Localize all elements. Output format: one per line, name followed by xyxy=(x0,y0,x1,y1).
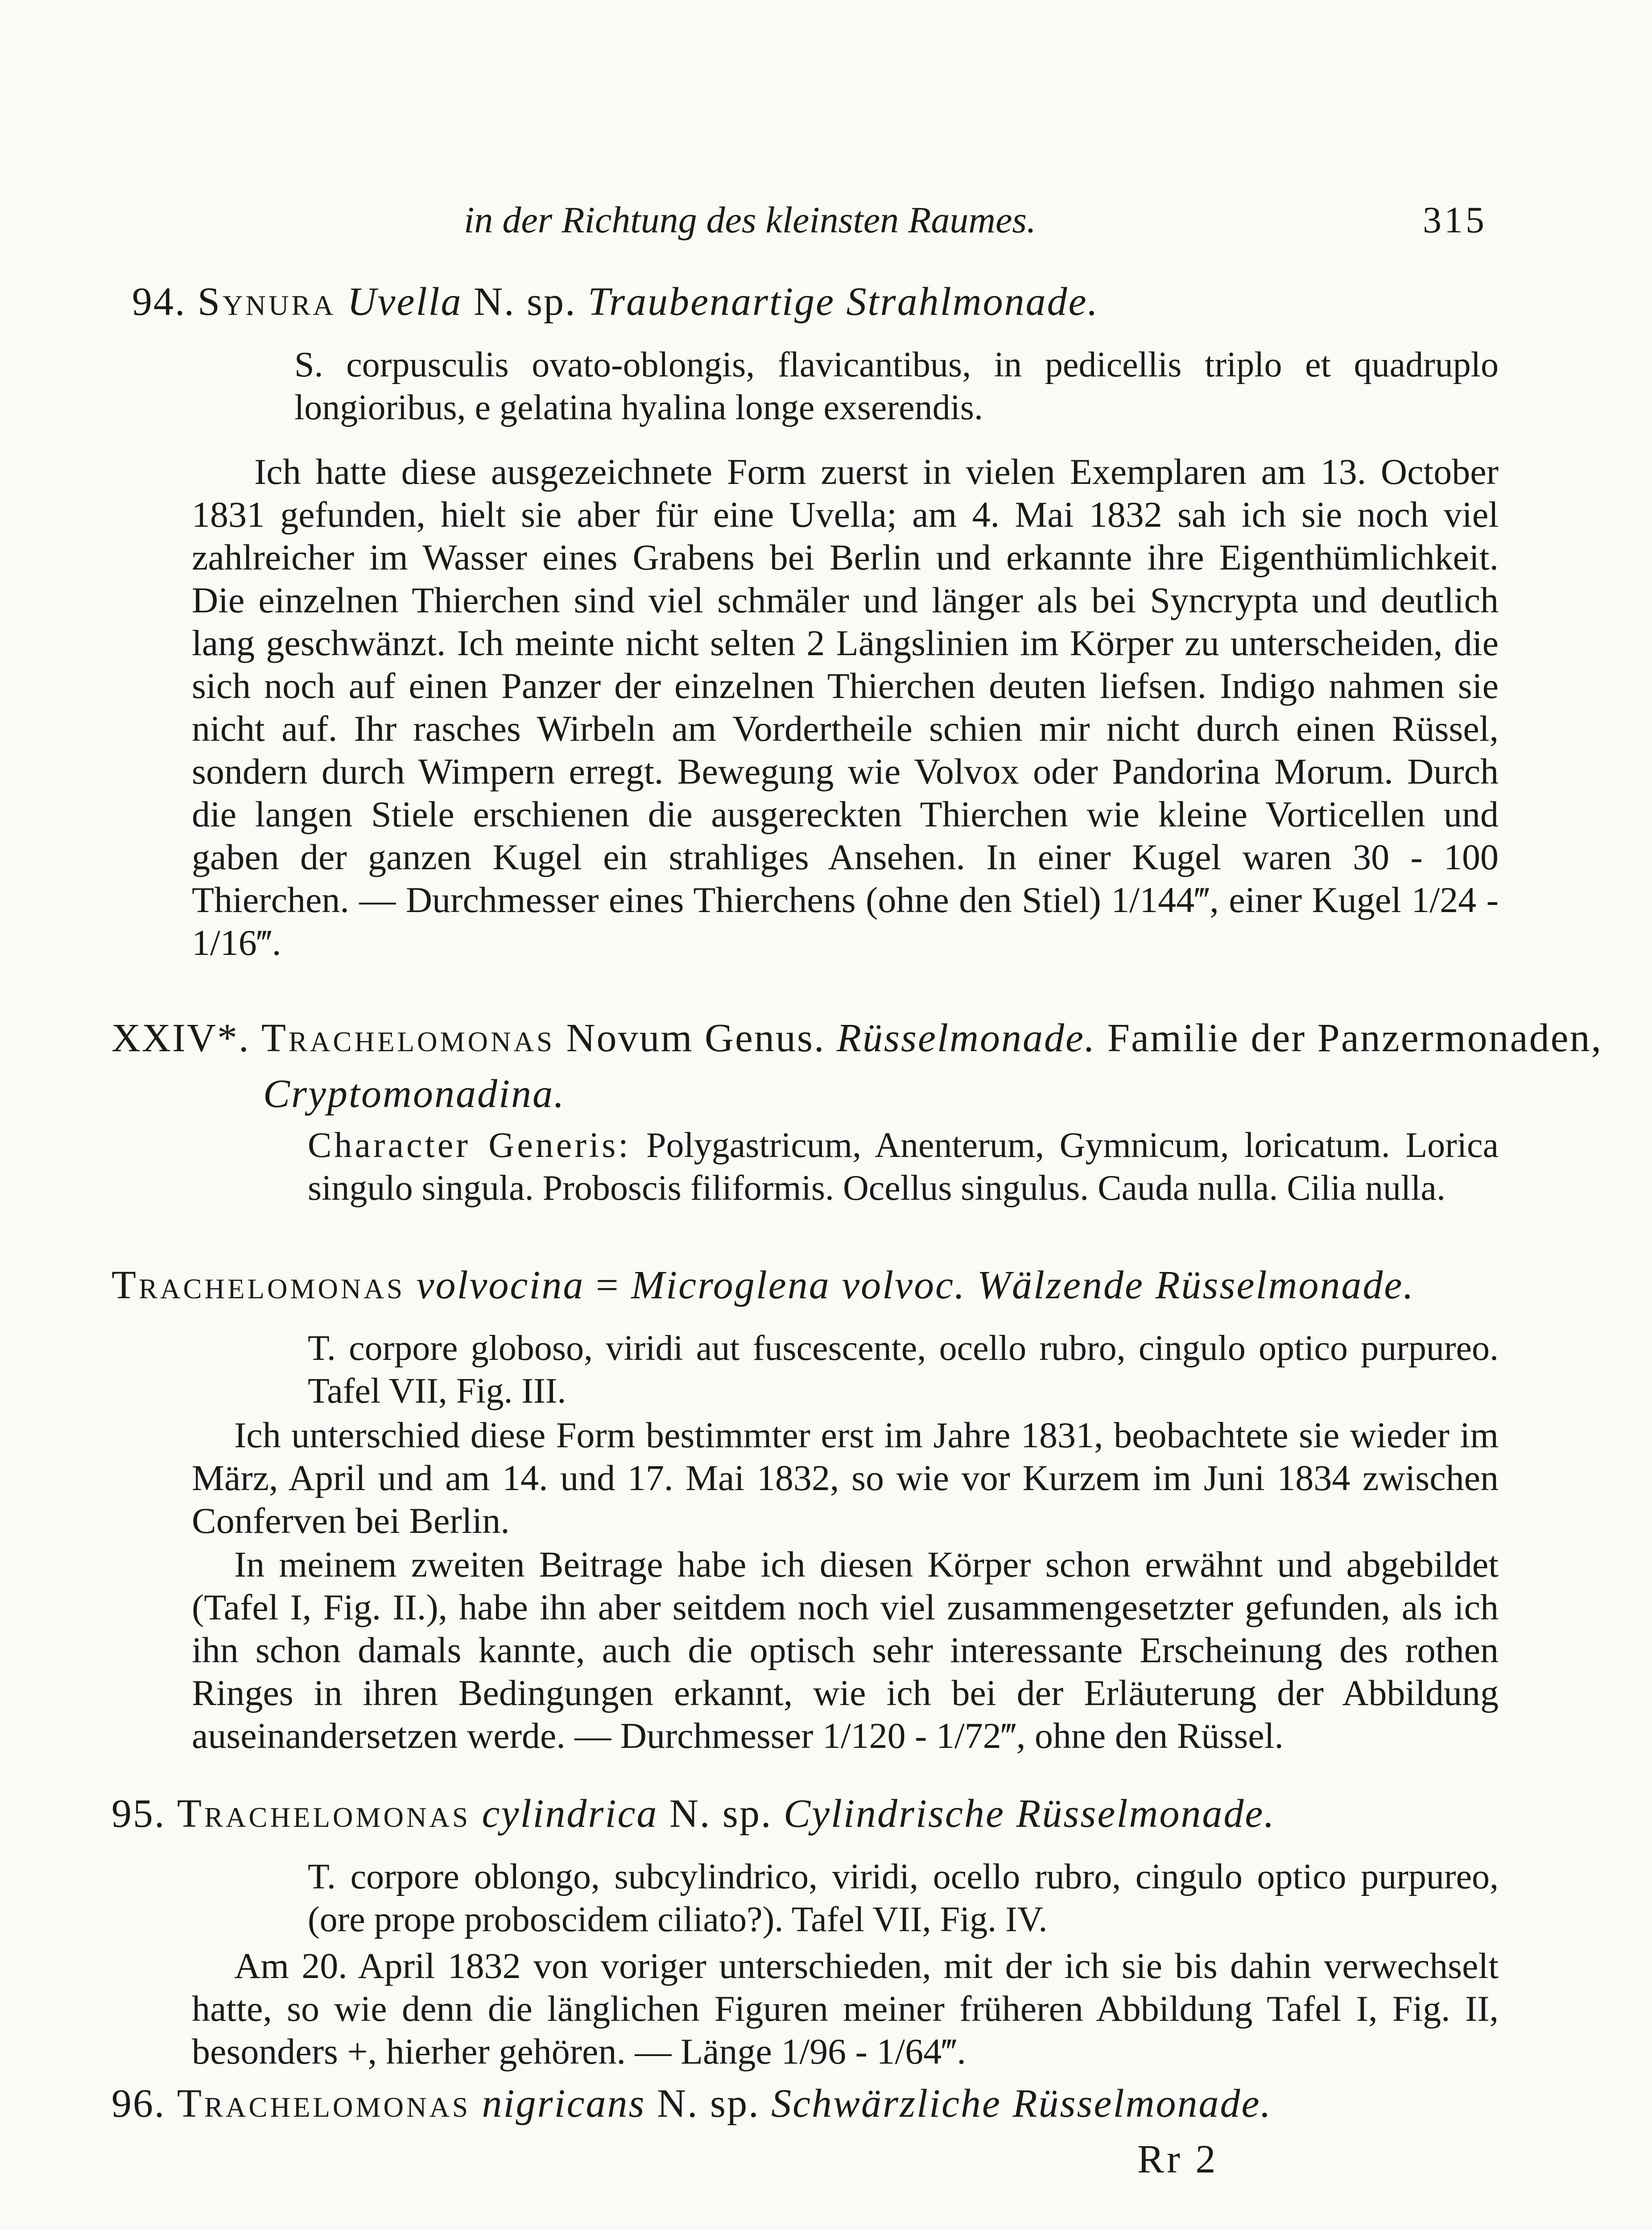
species-name: Uvella xyxy=(347,280,463,324)
page-number: 315 xyxy=(1423,199,1487,241)
character-text: Polygastricum, Anenterum, Gymnicum, loricatum. Lorica singulo singula. Proboscis filiformis. Ocellus singulus. Cauda nulla. Cilia nulla. xyxy=(308,1126,1499,1208)
common-name: Traubenartige Strahlmonade. xyxy=(588,280,1099,324)
character-label: Character Generis: xyxy=(308,1126,631,1165)
entry-94-diagnosis: S. corpusculis ovato-oblongis, flavicantibus, in pedicellis triplo et quadruplo longioribus, e gelatina hyalina longe exserendis. xyxy=(294,345,1499,427)
family-label: Familie der Panzermonaden, xyxy=(1107,1016,1603,1060)
entry-number: 96. xyxy=(112,2081,166,2126)
nov-sp: N. sp. xyxy=(657,2081,760,2126)
genus-numeral: XXIV*. xyxy=(112,1016,250,1060)
entry-96-heading xyxy=(112,2081,1272,2127)
entry-number: 95. xyxy=(112,1792,166,1836)
genus-character xyxy=(308,1124,1499,1210)
family-latin: Cryptomonadina. xyxy=(263,1072,566,1116)
species-name: volvocina xyxy=(416,1263,585,1307)
genus-rank: Novum Genus. xyxy=(566,1016,826,1060)
common-name: Wälzende Rüsselmonade. xyxy=(977,1263,1415,1307)
running-head: in der Richtung des kleinsten Raumes. xyxy=(464,199,1037,241)
species-name: cylindrica xyxy=(482,1792,658,1836)
genus-name: Synura xyxy=(198,280,336,324)
genus-heading xyxy=(112,1010,1650,1122)
volvocina-text-2: In meinem zweiten Beitrage habe ich diesen Körper schon erwähnt und abgebildet (Tafel I, Fig. II.), habe ihn aber seitdem noch viel zusammengesetzter gefunden, als ich ihn schon damals kannte, auch die optisch sehr interessante Erscheinung des rothen Ringes in ihren Bedingungen erkannt, wie ich bei der Erläuterung der Abbildung auseinandersetzen werde. — Durchmesser 1/120 - 1/72‴, ohne den Rüssel. xyxy=(192,1544,1499,1756)
genus-name: Trachelomonas xyxy=(177,1792,471,1836)
genus-common: Rüsselmonade. xyxy=(836,1016,1096,1060)
volvocina-diagnosis: T. corpore globoso, viridi aut fuscescente, ocello rubro, cingulo optico purpureo. Tafel VII, Fig. III. xyxy=(308,1329,1499,1411)
common-name: Cylindrische Rüsselmonade. xyxy=(783,1792,1276,1836)
entry-95-heading xyxy=(112,1791,1276,1837)
species-name: nigricans xyxy=(482,2081,646,2126)
nov-sp: N. sp. xyxy=(669,1792,772,1836)
entry-94-text: Ich hatte diese ausgezeichnete Form zuerst in vielen Exemplaren am 13. October 1831 gefunden, hielt sie aber für eine Uvella; am 4. Mai 1832 sah ich sie noch viel zahlreicher im Wasser eines Grabens bei Berlin und erkannte ihre Eigenthümlichkeit. Die einzelnen Thierchen sind viel schmäler und länger als bei Syncrypta und deutlich lang geschwänzt. Ich meinte nicht selten 2 Längslinien im Körper zu unterscheiden, die sich noch auf einen Panzer der einzelnen Thierchen deuten liefsen. Indigo nahmen sie nicht auf. Ihr rasches Wirbeln am Vordertheile schien mir nicht durch einen Rüssel, sondern durch Wimpern erregt. Bewegung wie Volvox oder Pandorina Morum. Durch die langen Stiele erschienen die ausgereckten Thierchen wie kleine Vorticellen und gaben der ganzen Kugel ein strahliges Ansehen. In einer Kugel waren 30 - 100 Thierchen. — Durchmesser eines Thierchens (ohne den Stiel) 1/144‴, einer Kugel 1/24 - 1/16‴. xyxy=(192,451,1499,963)
entry-94-heading xyxy=(132,279,1099,325)
entry-95-text: Am 20. April 1832 von voriger unterschieden, mit der ich sie bis dahin verwechselt hatte, so wie denn die länglichen Figuren meiner früheren Abbildung Tafel I, Fig. II, besonders +, hierher gehören. — Länge 1/96 - 1/64‴. xyxy=(192,1945,1499,2072)
genus-name: Trachelomonas xyxy=(112,1263,405,1307)
volvocina-text-1: Ich unterschied diese Form bestimmter erst im Jahre 1831, beobachtete sie wieder im März, April und am 14. und 17. Mai 1832, so wie vor Kurzem im Juni 1834 zwischen Conferven bei Berlin. xyxy=(192,1415,1499,1541)
signature-mark: Rr 2 xyxy=(1137,2137,1218,2181)
genus-name: Trachelomonas xyxy=(177,2081,471,2126)
genus-name: Trachelomonas xyxy=(261,1016,555,1060)
synonym: Microglena volvoc. xyxy=(631,1263,966,1307)
volvocina-heading xyxy=(112,1262,1415,1308)
common-name: Schwärzliche Rüsselmonade. xyxy=(771,2081,1272,2126)
entry-95-diagnosis: T. corpore oblongo, subcylindrico, viridi, ocello rubro, cingulo optico purpureo, (ore prope proboscidem ciliato?). Tafel VII, Fig. IV. xyxy=(308,1857,1499,1939)
equals-sign: = xyxy=(595,1263,620,1307)
nov-sp: N. sp. xyxy=(473,280,577,324)
entry-number: 94. xyxy=(132,280,186,324)
